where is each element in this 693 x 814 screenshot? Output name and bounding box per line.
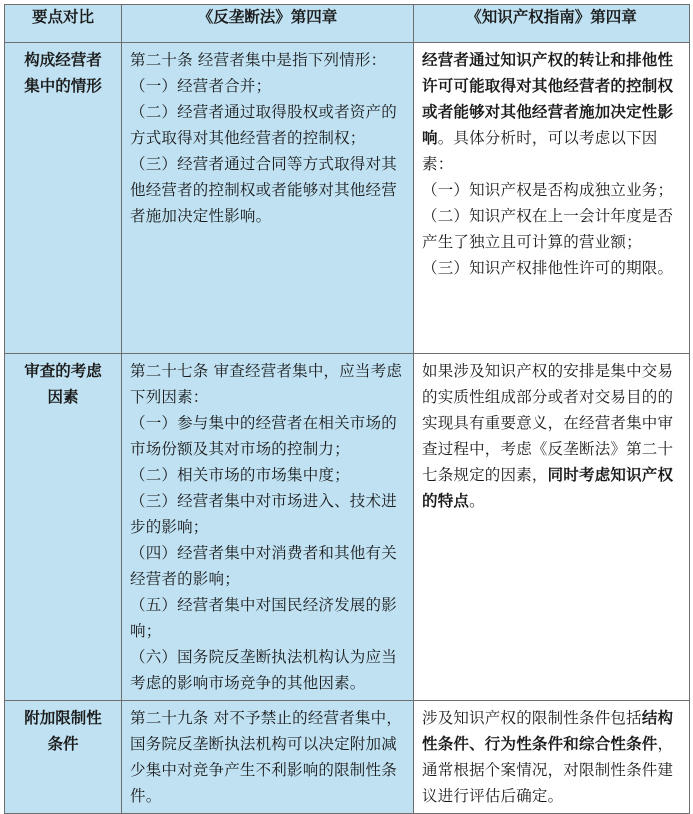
- row-label: [5, 43, 122, 354]
- row-label-line: 因素: [47, 388, 79, 406]
- row-label-line: 审查的考虑: [24, 362, 102, 380]
- guide-text: ，通常根据个案情况，对限制性条件建议进行评估后确定。: [422, 735, 674, 805]
- law-cell: [122, 354, 414, 701]
- guide-text: 。具体分析时，可以考虑以下因素：: [422, 129, 658, 173]
- guide-bold-text: 结构性条件、行为性条件和综合性条件: [422, 709, 674, 753]
- law-paragraph: 第二十九条 对不予禁止的经营者集中，国务院反垄断执法机构可以决定附加减少集中对竞争产生不利影响的限制性条件。: [130, 709, 403, 805]
- row-label-line: 条件: [47, 735, 79, 753]
- table-row: [5, 701, 690, 814]
- law-cell: [122, 43, 414, 354]
- header-ip-guide: 《知识产权指南》第四章: [414, 5, 690, 43]
- guide-bold-text: 同时考虑知识产权的特点: [422, 466, 674, 510]
- row-label-line: 附加限制性: [24, 709, 102, 727]
- guide-text: 。: [469, 492, 485, 510]
- law-paragraph: （一）经营者合并；: [130, 77, 272, 95]
- law-paragraph: （三）经营者通过合同等方式取得对其他经营者的控制权或者能够对其他经营者施加决定性影响。: [130, 155, 397, 225]
- table-row: [5, 354, 690, 701]
- law-paragraph: 第二十七条 审查经营者集中，应当考虑下列因素：: [130, 362, 403, 406]
- guide-text: 如果涉及知识产权的安排是集中交易的实质性组成部分或者对交易目的的实现具有重要意义，在经营者集中审查过程中，考虑《反垄断法》第二十七条规定的因素，: [422, 362, 674, 484]
- guide-paragraph: [422, 358, 683, 514]
- guide-cell: [414, 43, 690, 354]
- guide-paragraph: [422, 47, 683, 177]
- law-paragraph: （四）经营者集中对消费者和其他有关经营者的影响；: [130, 544, 397, 588]
- law-paragraph: （五）经营者集中对国民经济发展的影响；: [130, 596, 397, 640]
- row-label: [5, 354, 122, 701]
- law-paragraph: （三）经营者集中对市场进入、技术进步的影响；: [130, 492, 397, 536]
- guide-cell: [414, 701, 690, 814]
- guide-item: （三）知识产权排他性许可的期限。: [422, 259, 674, 277]
- header-antimonopoly-law: 《反垄断法》第四章: [122, 5, 414, 43]
- row-label-line: 构成经营者: [24, 51, 102, 69]
- header-row: [5, 5, 690, 43]
- law-paragraph: （一）参与集中的经营者在相关市场的市场份额及其对市场的控制力；: [130, 414, 397, 458]
- row-label: [5, 701, 122, 814]
- header-key-points: 要点对比: [5, 5, 122, 43]
- table-row: [5, 43, 690, 354]
- law-paragraph: （二）相关市场的市场集中度；: [130, 466, 350, 484]
- law-paragraph: （六）国务院反垄断执法机构认为应当考虑的影响市场竞争的其他因素。: [130, 648, 397, 692]
- guide-item: （一）知识产权是否构成独立业务；: [422, 181, 674, 199]
- guide-bold-text: 经营者通过知识产权的转让和排他性许可可能取得对其他经营者的控制权或者能够对其他经营者施加决定性影响: [422, 51, 674, 147]
- guide-cell: [414, 354, 690, 701]
- law-paragraph: （二）经营者通过取得股权或者资产的方式取得对其他经营者的控制权；: [130, 103, 397, 147]
- law-paragraph: 第二十条 经营者集中是指下列情形：: [130, 51, 387, 69]
- row-label-line: 集中的情形: [24, 77, 102, 95]
- guide-paragraph: [422, 705, 683, 809]
- comparison-table: [4, 4, 690, 814]
- law-cell: [122, 701, 414, 814]
- guide-text: 涉及知识产权的限制性条件包括: [422, 709, 642, 727]
- guide-item: （二）知识产权在上一会计年度是否产生了独立且可计算的营业额；: [422, 207, 674, 251]
